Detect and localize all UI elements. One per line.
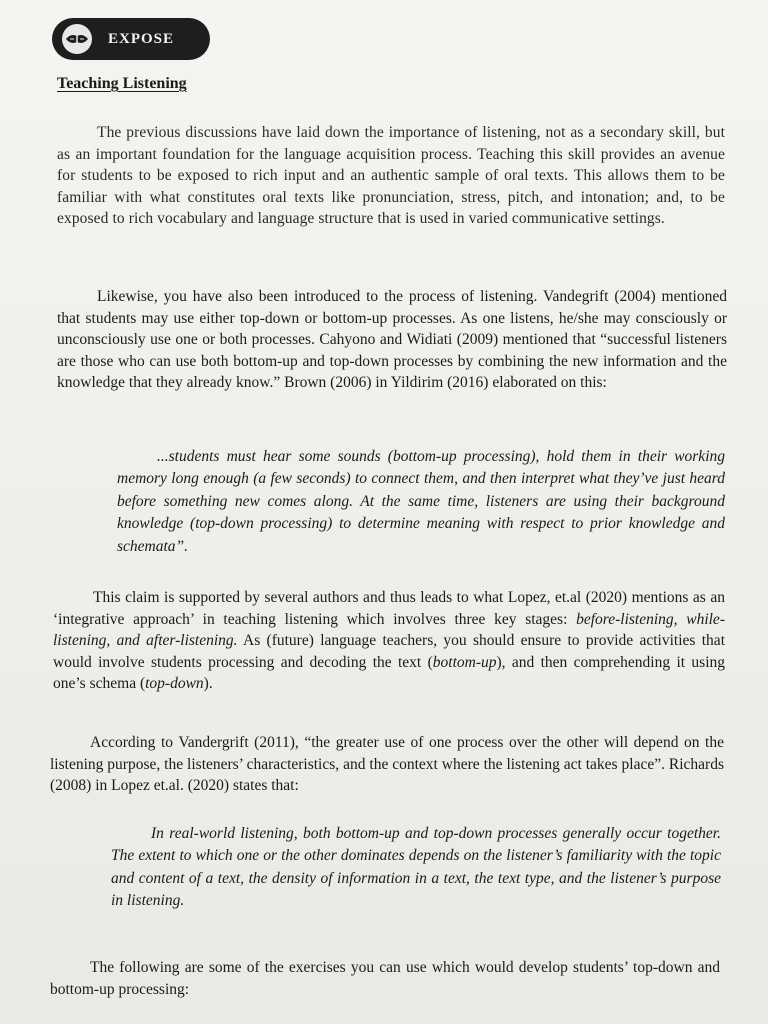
book-emblem-icon: [60, 22, 94, 56]
text-run: As (future) language teachers, you should ensure to provide activities that would involve students processing and decoding the text (: [53, 632, 725, 671]
paragraph-listening-process: Likewise, you have also been introduced to the process of listening. Vandegrift (2004) mentioned that students may use either top-down or bottom-up processes. As one listens, he/she may consciously or unconsciously use one or both processes. Cahyono and Widiati (2009) mentioned that “successful listeners are those who can use both bottom-up and top-down processes by combining the new information and the knowledge that they already know.” Brown (2006) in Yildirim (2016) elaborated on this:: [57, 288, 727, 392]
text-run: This claim is supported by several authors and thus leads to what Lopez, et.al (2020) mentions as an ‘integrative approach’ in teaching listening which involves three key stages:: [53, 589, 725, 628]
block-quote-richards: In real-world listening, both bottom-up and top-down processes generally occur together. The extent to which one or the other dominates depends on the listener’s familiarity with the topic and content of a text, the density of information in a text, the text type, and the listener’s purpose in listening.: [111, 825, 721, 910]
bottom-up-emphasis: bottom-up: [432, 653, 497, 671]
text-run: ).: [203, 675, 213, 693]
section-title: Teaching Listening: [57, 75, 187, 92]
top-down-emphasis: top-down: [145, 675, 204, 693]
stages-emphasis: before-listening, while-listening, and after-listening.: [53, 610, 725, 650]
module-header-tab: [52, 18, 210, 60]
header-label: EXPOSE: [108, 30, 175, 47]
paragraph-importance-of-listening: The previous discussions have laid down the importance of listening, not as a secondary skill, but as an important foundation for the language acquisition process. Teaching this skill provides an avenue for students to be exposed to rich input and an authentic sample of oral texts. This allows them to be familiar with what constitutes oral texts like pronunciation, stress, pitch, and intonation; and, to be exposed to rich vocabulary and language structure that is used in varied communicative settings.: [57, 124, 725, 228]
paragraph-exercises-intro: The following are some of the exercises you can use which would develop students’ top-down and bottom-up processing:: [50, 959, 720, 998]
paragraph-integrative-approach: [53, 587, 725, 695]
block-quote-brown: ...students must hear some sounds (bottom-up processing), hold them in their working memory long enough (a few seconds) to connect them, and then interpret what they’ve just heard before something new comes along. At the same time, listeners are using their background knowledge (top-down processing) to determine meaning with respect to prior knowledge and schemata”.: [117, 448, 725, 555]
text-run: ), and then comprehending it using one’s schema (: [53, 653, 725, 693]
paragraph-vandergrift: According to Vandergrift (2011), “the greater use of one process over the other will depend on the listening purpose, the listeners’ characteristics, and the context where the listening act takes place”. Richards (2008) in Lopez et.al. (2020) states that:: [50, 734, 724, 795]
